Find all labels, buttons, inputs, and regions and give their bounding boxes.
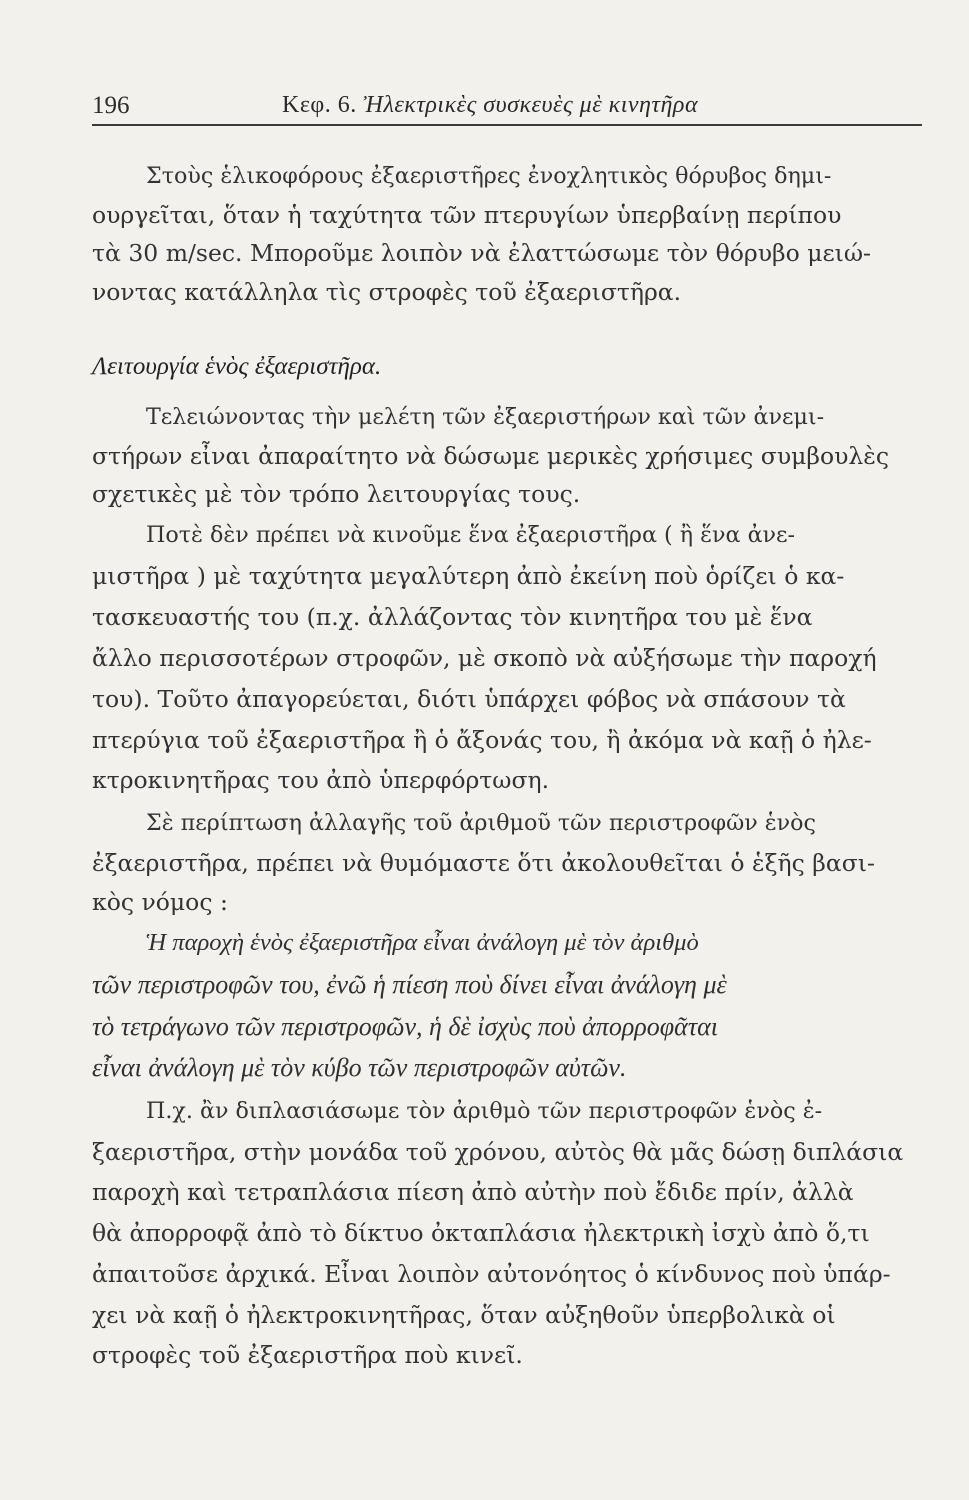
header-rule <box>92 124 922 126</box>
section-heading: Λειτουργία ἑνὸς ἐξαεριστῆρα. <box>92 353 382 380</box>
text-line: ἀπαιτοῦσε ἀρχικά. Εἶναι λοιπὸν αὐτονόητος ὁ κίνδυνος ποὺ ὑπάρ- <box>92 1260 891 1288</box>
text-line: ξαεριστῆρα, στὴν μονάδα τοῦ χρόνου, αὐτὸς θὰ μᾶς δώσῃ διπλάσια <box>92 1138 904 1166</box>
law-line: Ἡ παροχὴ ἑνὸς ἐξαεριστῆρα εἶναι ἀνάλογη μὲ τὸν ἀριθμὸ <box>146 929 699 956</box>
chapter-title: Ἠλεκτρικὲς συσκευὲς μὲ κινητῆρα <box>363 92 699 118</box>
text-line: ἐξαεριστῆρα, πρέπει νὰ θυμόμαστε ὅτι ἀκολουθεῖται ὁ ἑξῆς βασι- <box>92 849 875 877</box>
text-line: θὰ ἀπορροφᾷ ἀπὸ τὸ δίκτυο ὀκταπλάσια ἠλεκτρικὴ ἰσχὺ ἀπὸ ὅ,τι <box>92 1219 870 1247</box>
law-line: εἶναι ἀνάλογη μὲ τὸν κύβο τῶν περιστροφῶν αὐτῶν. <box>92 1053 627 1082</box>
text-line: ἄλλο περισσοτέρων στροφῶν, μὲ σκοπὸ νὰ αὐξήσωμε τὴν παροχή <box>92 644 877 672</box>
chapter-label: Κεφ. 6. <box>282 92 357 118</box>
running-header <box>92 92 952 122</box>
text-line: στήρων εἶναι ἀπαραίτητο νὰ δώσωμε μερικὲς χρήσιμες συμβουλὲς <box>92 442 890 470</box>
running-title <box>282 92 698 119</box>
text-line: χει νὰ καῇ ὁ ἠλεκτροκινητῆρας, ὅταν αὐξηθοῦν ὑπερβολικὰ οἱ <box>92 1301 836 1329</box>
text-line: Π.χ. ἂν διπλασιάσωμε τὸν ἀριθμὸ τῶν περιστροφῶν ἑνὸς ἐ- <box>146 1098 823 1124</box>
text-line: μιστῆρα ) μὲ ταχύτητα μεγαλύτερη ἀπὸ ἐκείνη ποὺ ὁρίζει ὁ κα- <box>92 562 845 590</box>
text-line: Στοὺς ἑλικοφόρους ἐξαεριστῆρες ἐνοχλητικὸς θόρυβος δημι- <box>146 163 832 189</box>
text-line: Ποτὲ δὲν πρέπει νὰ κινοῦμε ἕνα ἐξαεριστῆρα ( ἢ ἕνα ἀνε- <box>146 522 796 548</box>
text-line: πτερύγια τοῦ ἐξαεριστῆρα ἢ ὁ ἄξονάς του, ἢ ἀκόμα νὰ καῇ ὁ ἠλε- <box>92 726 872 754</box>
text-line: κτροκινητῆρας του ἀπὸ ὑπερφόρτωση. <box>92 766 550 794</box>
text-line: παροχὴ καὶ τετραπλάσια πίεση ἀπὸ αὐτὴν ποὺ ἔδιδε πρίν, ἀλλὰ <box>92 1178 854 1206</box>
text-line: Σὲ περίπτωση ἀλλαγῆς τοῦ ἀριθμοῦ τῶν περιστροφῶν ἑνὸς <box>146 810 816 836</box>
text-line: κὸς νόμος : <box>92 888 228 916</box>
text-line: Τελειώνοντας τὴν μελέτη τῶν ἐξαεριστήρων καὶ τῶν ἀνεμι- <box>146 404 825 430</box>
law-line: τῶν περιστροφῶν του, ἐνῶ ἡ πίεση ποὺ δίνει εἶναι ἀνάλογη μὲ <box>92 970 727 999</box>
page-number: 196 <box>92 92 130 119</box>
text-line: νοντας κατάλληλα τὶς στροφὲς τοῦ ἐξαεριστῆρα. <box>92 278 682 306</box>
text-line: σχετικὲς μὲ τὸν τρόπο λειτουργίας τους. <box>92 480 581 508</box>
text-line: του). Τοῦτο ἀπαγορεύεται, διότι ὑπάρχει φόβος νὰ σπάσουν τὰ <box>92 685 846 713</box>
law-line: τὸ τετράγωνο τῶν περιστροφῶν, ἡ δὲ ἰσχὺς ποὺ ἀπορροφᾶται <box>92 1012 718 1041</box>
text-line: ουργεῖται, ὅταν ἡ ταχύτητα τῶν πτερυγίων ὑπερβαίνῃ περίπου <box>92 201 842 229</box>
text-line: στροφὲς τοῦ ἐξαεριστῆρα ποὺ κινεῖ. <box>92 1341 523 1369</box>
text-line: τὰ 30 m/sec. Μποροῦμε λοιπὸν νὰ ἐλαττώσωμε τὸν θόρυβο μειώ- <box>92 239 871 267</box>
text-line: τασκευαστής του (π.χ. ἀλλάζοντας τὸν κινητῆρα του μὲ ἕνα <box>92 603 813 631</box>
